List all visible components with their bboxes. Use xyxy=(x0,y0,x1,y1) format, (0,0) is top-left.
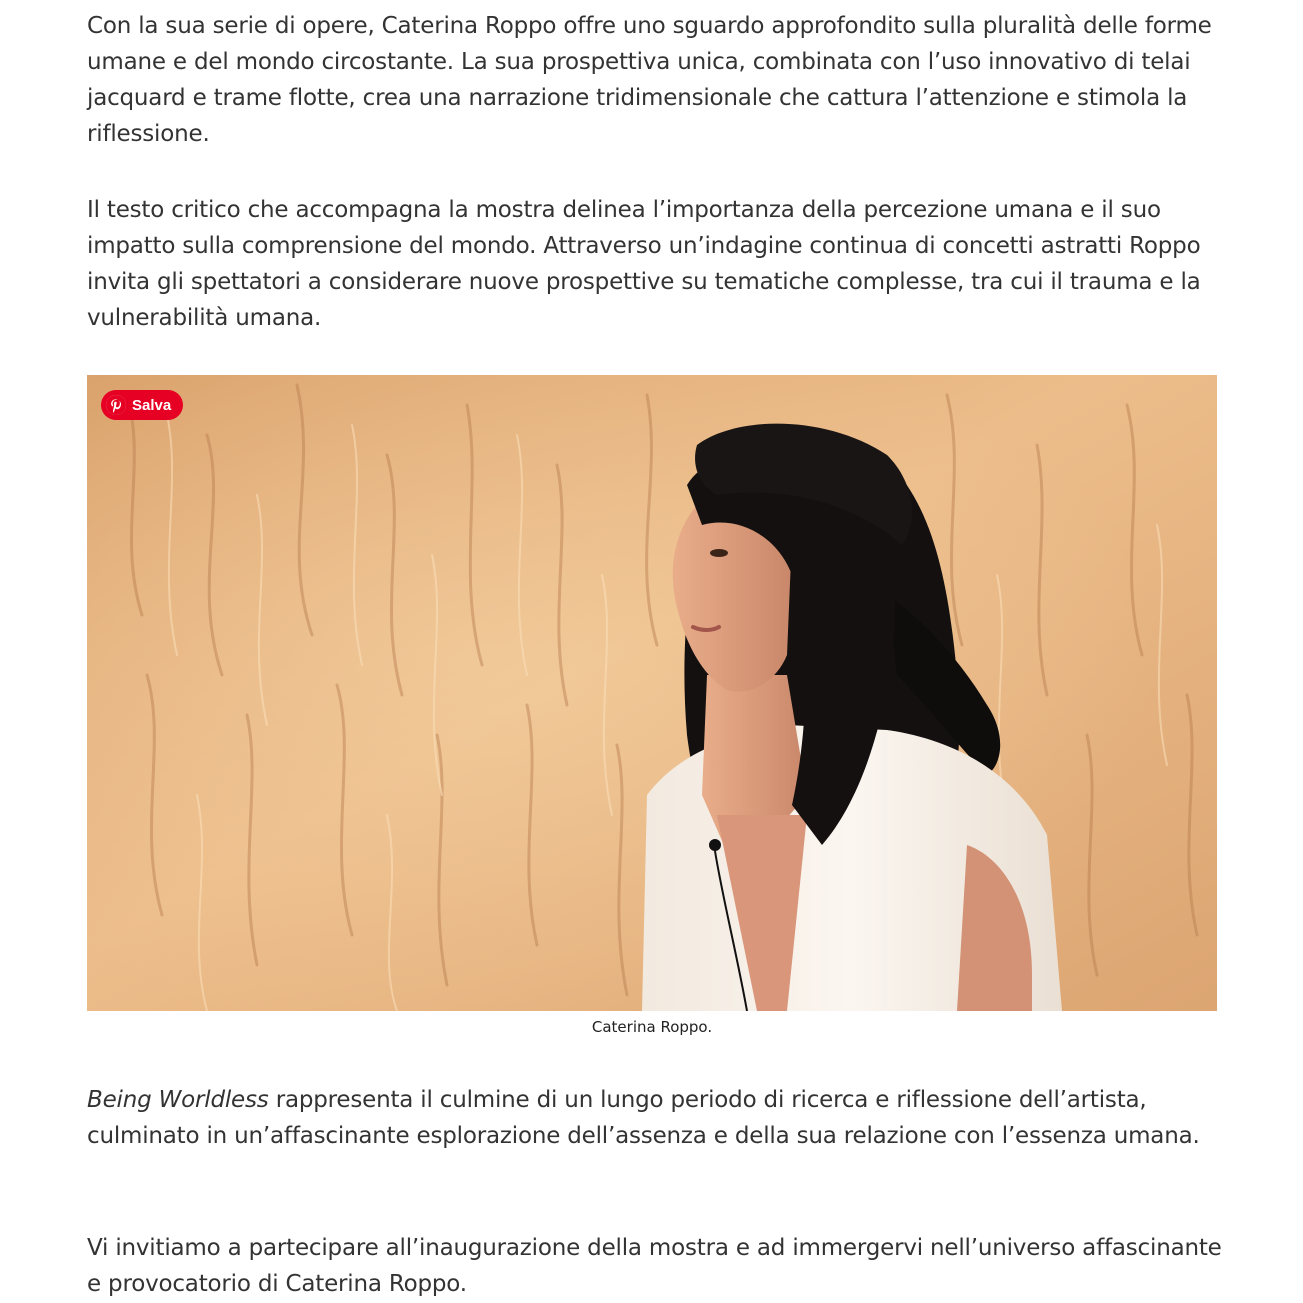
paragraph: Vi invitiamo a partecipare all’inaugurazione della mostra e ad immergervi nell’universo affascinante e provocatorio di Caterina Roppo. xyxy=(87,1235,1222,1297)
pinterest-save-button[interactable] xyxy=(101,390,183,420)
paragraph-text: rappresenta il culmine di un lungo periodo di ricerca e riflessione dell’artista, culminato in un’affascinante esplorazione dell’assenza e della sua relazione con l’essenza umana. xyxy=(87,1087,1200,1149)
portrait-photo xyxy=(87,375,1217,1011)
figure-caption: Caterina Roppo. xyxy=(591,1018,713,1036)
pinterest-icon xyxy=(106,395,126,415)
exhibition-title: Being Worldless xyxy=(87,1087,269,1113)
paragraph: Il testo critico che accompagna la mostra delinea l’importanza della percezione umana e il suo impatto sulla comprensione del mondo. Attraverso un’indagine continua di concetti astratti Roppo invita gli spettatori a considerare nuove prospettive su tematiche complesse, tra cui il trauma e la vulnerabilità umana. xyxy=(87,197,1201,331)
pinterest-save-label: Salva xyxy=(132,396,172,414)
article-figure xyxy=(87,375,1217,1011)
paragraph xyxy=(87,1082,1222,1154)
paragraph: Con la sua serie di opere, Caterina Roppo offre uno sguardo approfondito sulla pluralità delle forme umane e del mondo circostante. La sua prospettiva unica, combinata con l’uso innovativo di telai jacquard e trame flotte, crea una narrazione tridimensionale che cattura l’attenzione e stimola la riflessione. xyxy=(87,13,1212,147)
